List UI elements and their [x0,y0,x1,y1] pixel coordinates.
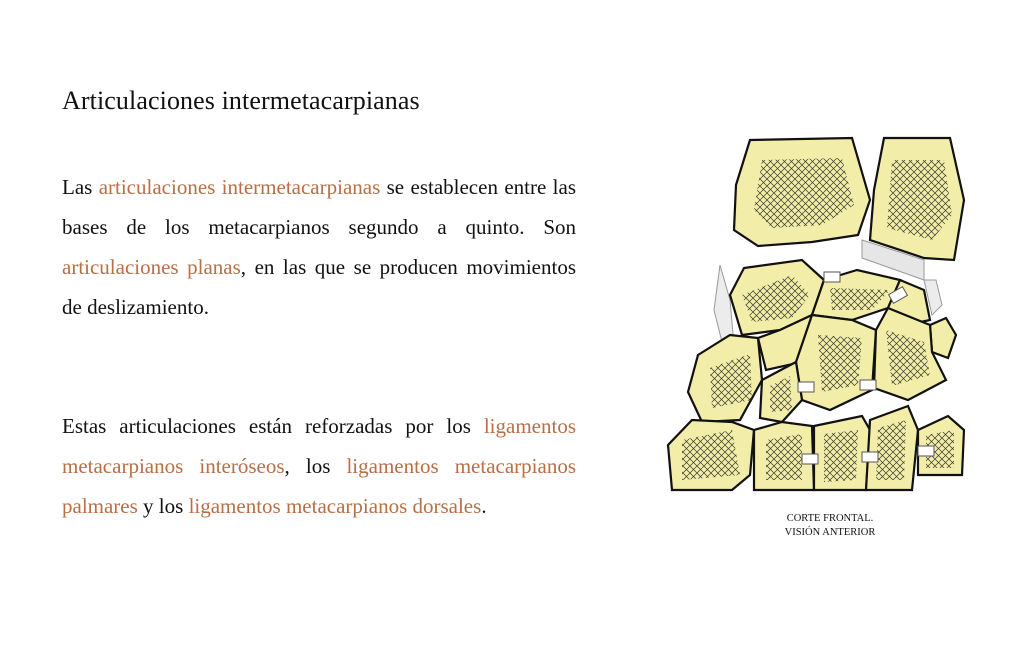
wrist-frontal-section-illustration [662,130,972,495]
text: se establecen entre las bases de los metacarpianos segundo a quinto. Son [62,175,576,239]
caption-line-1: CORTE FRONTAL. [786,513,874,524]
term-ligamentos-dorsales: ligamentos metacarpianos dorsales [188,494,482,518]
radius-bone [734,138,870,246]
caption-line-2: VISIÓN ANTERIOR [784,527,876,538]
text: . [481,494,487,518]
text: y los [137,494,189,518]
term-ligamentos-interoseos: ligamentos metacarpianos interóseos [62,414,576,478]
term-ligamentos-palmares: ligamentos metacarpianos palmares [62,454,576,518]
text: , los [284,454,347,478]
text: Las [62,175,99,199]
ulna-bone [870,138,964,260]
figure-caption [735,512,925,540]
term-articulaciones-planas: articulaciones planas [62,255,241,279]
text: , en las que se producen movimientos de deslizamiento. [62,255,576,319]
paragraph-ligaments [62,406,576,526]
paragraph-intro [62,167,576,327]
term-articulaciones-intermetacarpianas: articulaciones intermetacarpianas [98,175,381,199]
page-title: Articulaciones intermetacarpianas [62,86,420,115]
text: Estas articulaciones están reforzadas por los [62,414,484,438]
